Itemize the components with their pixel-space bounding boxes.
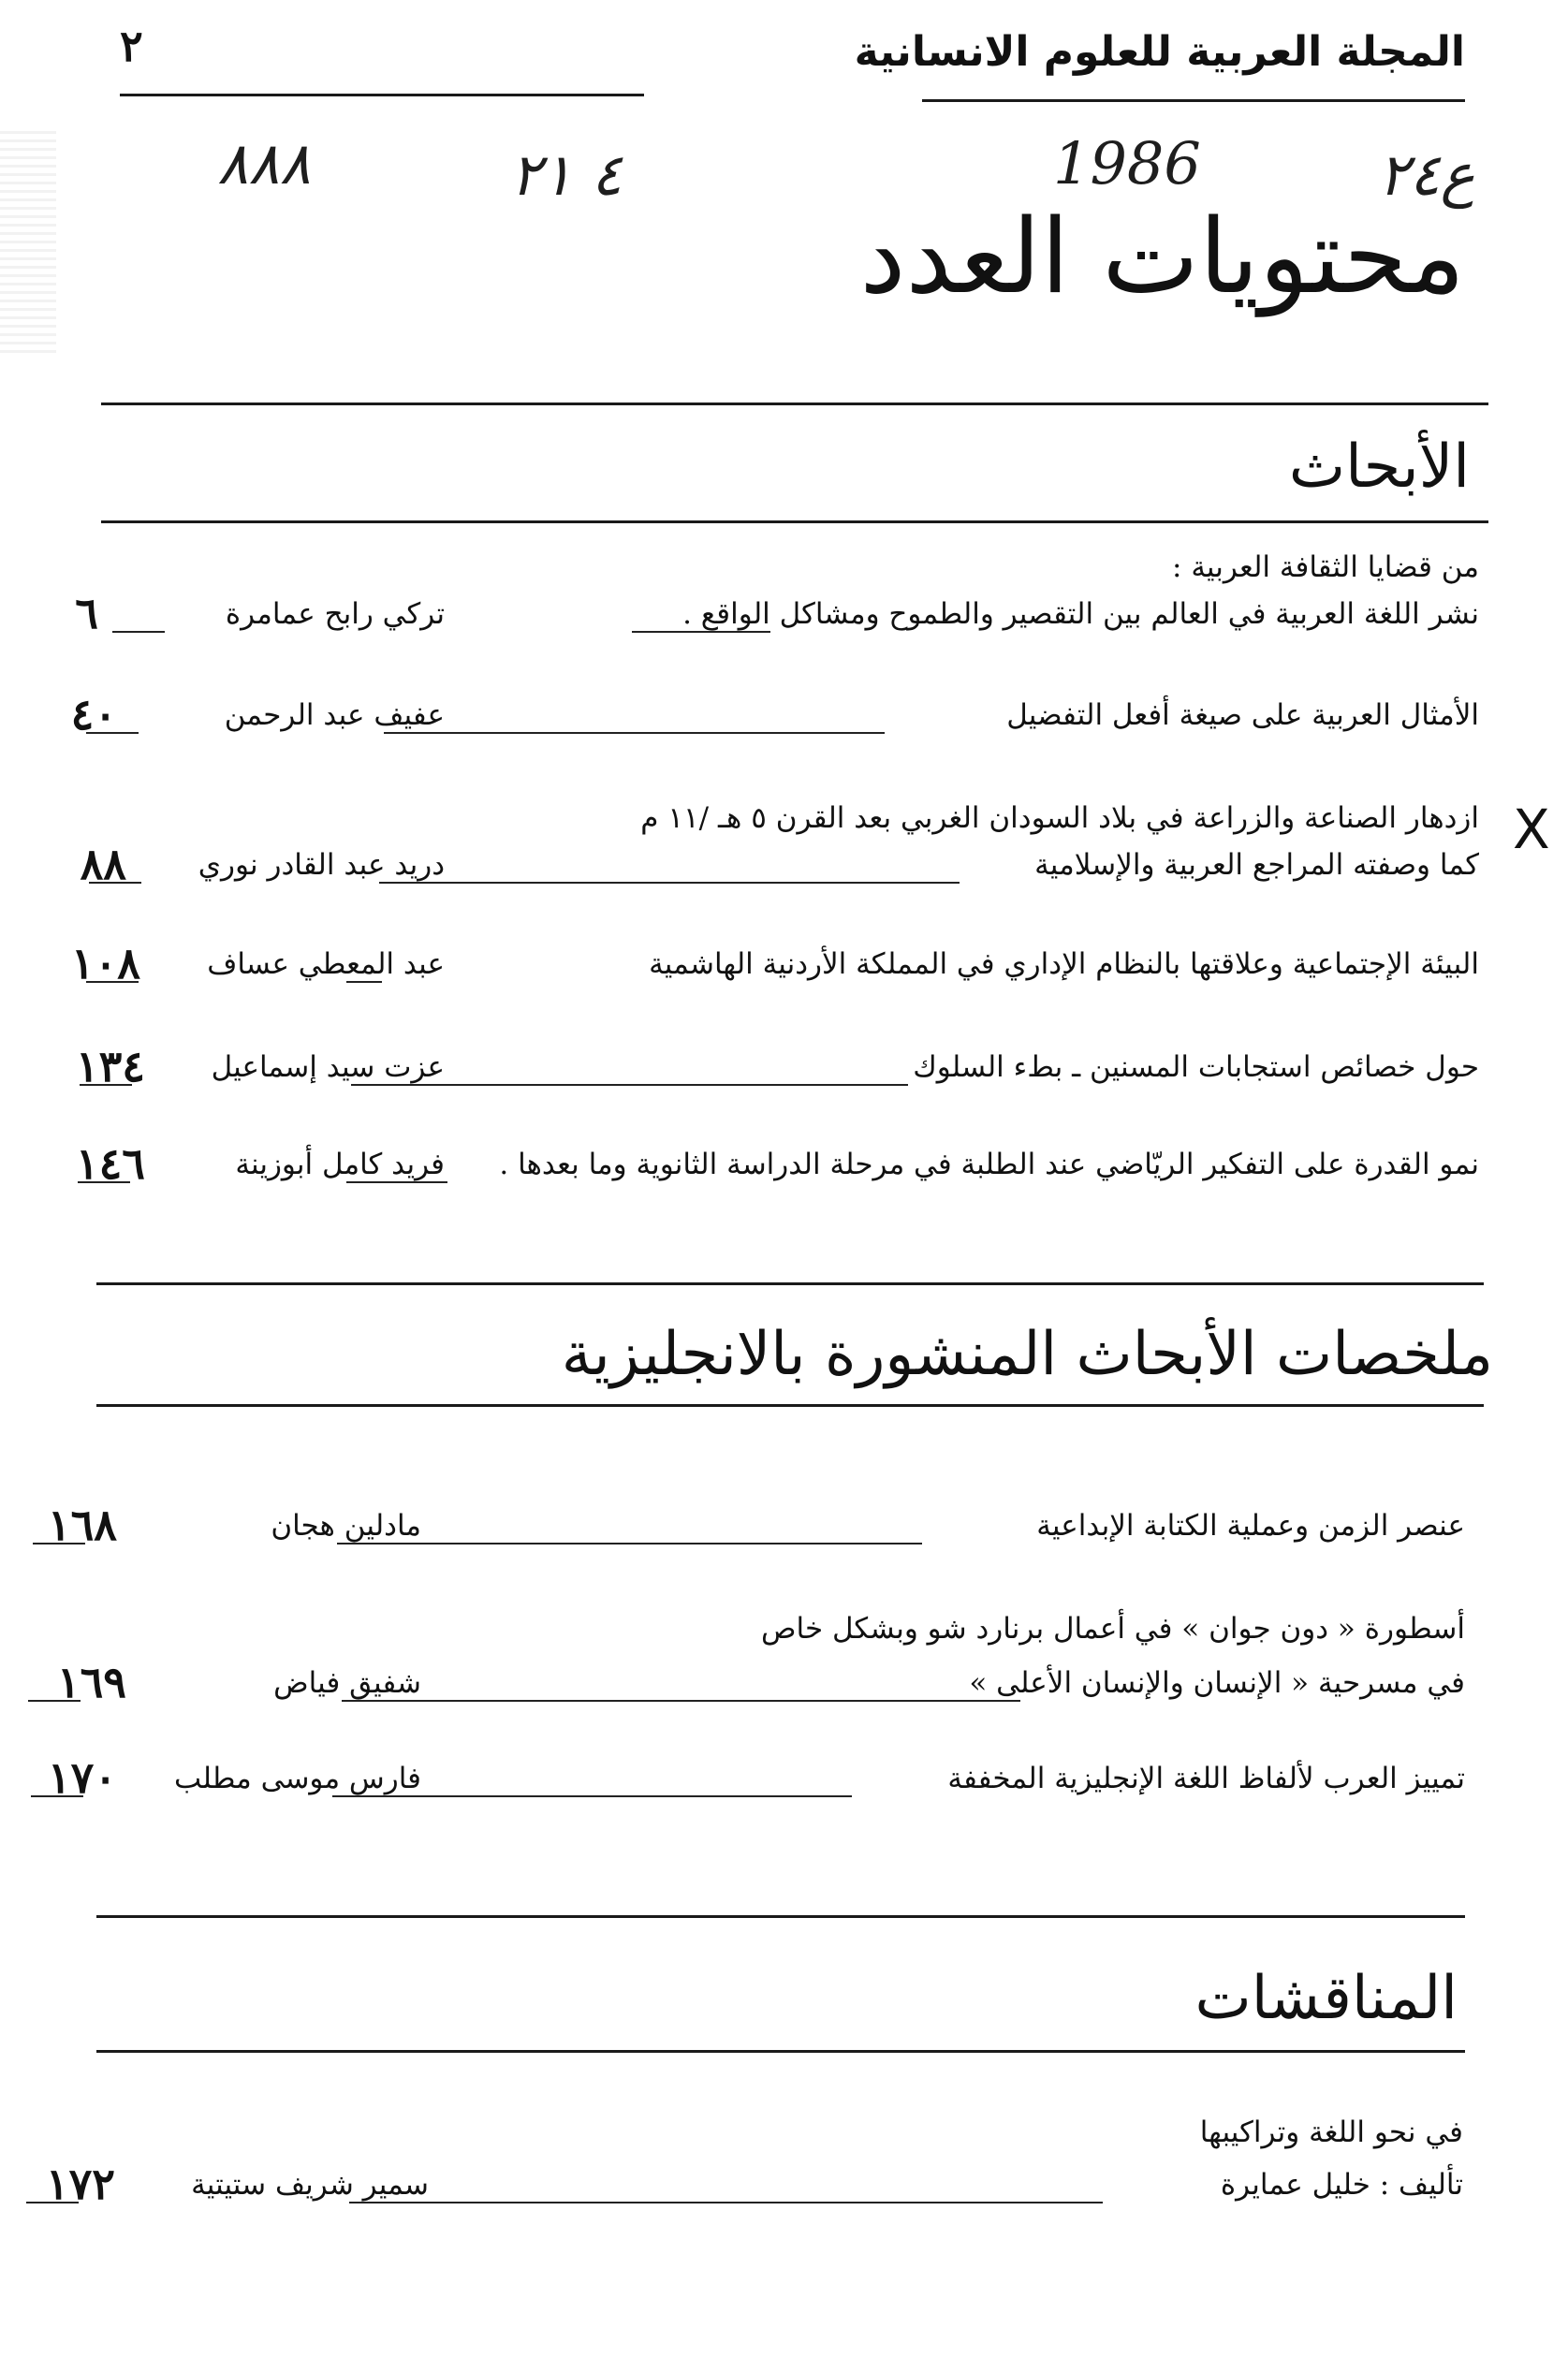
scan-artifact — [0, 131, 56, 356]
entry-author: تركي رابح عمامرة — [225, 597, 445, 631]
entry-author: فارس موسى مطلب — [174, 1762, 421, 1795]
entry-title: نشر اللغة العربية في العالم بين التقصير والطموح ومشاكل الواقع . — [682, 597, 1479, 631]
entry-title: البيئة الإجتماعية وعلاقتها بالنظام الإداري في المملكة الأردنية الهاشمية — [649, 947, 1479, 981]
leader-line — [632, 631, 770, 633]
header-rule-right — [922, 99, 1465, 102]
leader-line — [351, 1084, 908, 1086]
entry-page: ١٧٠ — [47, 1752, 117, 1803]
entry-page: ٦ — [75, 588, 98, 638]
handwritten-ref-left: ۸۸۸ — [217, 129, 311, 198]
journal-name: المجلة العربية للعلوم الانسانية — [854, 28, 1465, 76]
entry-author: سمير شريف ستيتية — [191, 2168, 429, 2202]
entry-page: ٤٠ — [70, 689, 117, 739]
discussions-heading-rule — [96, 2050, 1465, 2053]
toc-entry[interactable] — [0, 1657, 1465, 1722]
entry-title: حول خصائص استجابات المسنين ـ بطء السلوك — [913, 1050, 1479, 1084]
entry-author: عفيف عبد الرحمن — [224, 698, 445, 732]
toc-entry[interactable] — [9, 938, 1479, 1003]
entry-author: عزت سيد إسماعيل — [211, 1050, 445, 1084]
toc-entry[interactable] — [0, 2159, 1463, 2224]
entry-title-line1: أسطورة « دون جوان » في أعمال برنارد شو وبشكل خاص — [761, 1612, 1465, 1646]
entry-title: تمييز العرب لألفاظ اللغة الإنجليزية المخففة — [947, 1762, 1465, 1795]
handwritten-year: 1986 — [1053, 129, 1201, 198]
research-intro: من قضايا الثقافة العربية : — [1172, 550, 1479, 584]
leader-line — [337, 1543, 922, 1544]
entry-page: ١٦٩ — [56, 1657, 126, 1707]
toc-entry[interactable] — [9, 1138, 1479, 1204]
entry-author: مادلين هجان — [271, 1509, 421, 1543]
handwritten-volume: ٤ ٢١ — [510, 140, 623, 209]
entry-title: كما وصفته المراجع العربية والإسلامية — [1034, 848, 1479, 882]
entry-author: فريد كامل أبوزينة — [235, 1148, 445, 1181]
toc-entry[interactable] — [0, 1752, 1465, 1818]
leader-line — [349, 2202, 1103, 2203]
section-heading-discussions: المناقشات — [1194, 1964, 1458, 2033]
entry-page: ١٣٤ — [75, 1041, 145, 1091]
section-heading-abstracts: ملخصات الأبحاث المنشورة بالانجليزية — [561, 1320, 1493, 1389]
entry-author: شفيق فياض — [273, 1666, 421, 1700]
leader-line — [379, 882, 960, 884]
page-title: محتويات العدد — [859, 197, 1465, 316]
abstracts-heading-rule — [96, 1404, 1484, 1407]
leader-line — [346, 981, 382, 983]
title-rule — [101, 403, 1488, 405]
discussions-intro: في نحو اللغة وتراكيبها — [1199, 2115, 1463, 2149]
entry-page: ١٦٨ — [47, 1500, 117, 1550]
margin-mark: X — [1513, 798, 1550, 861]
toc-entry[interactable] — [9, 839, 1479, 904]
leader-line — [342, 1700, 1020, 1702]
section-heading-research: الأبحاث — [1288, 432, 1470, 502]
entry-title: نمو القدرة على التفكير الريّاضي عند الطلبة في مرحلة الدراسة الثانوية وما بعدها . — [499, 1148, 1479, 1181]
toc-entry[interactable] — [0, 1500, 1465, 1565]
toc-entry[interactable] — [9, 1041, 1479, 1106]
entry-author: دريد عبد القادر نوري — [198, 848, 445, 882]
entry-page: ٨٨ — [80, 839, 126, 889]
leader-line — [346, 1181, 447, 1183]
toc-entry[interactable] — [9, 588, 1479, 653]
abstracts-top-rule — [96, 1282, 1484, 1285]
discussions-top-rule — [96, 1915, 1465, 1918]
entry-title: في مسرحية « الإنسان والإنسان الأعلى » — [969, 1666, 1465, 1700]
handwritten-ref-right: ع٢٤ — [1378, 140, 1475, 209]
header-rule-left — [120, 94, 644, 96]
entry-title-line1: ازدهار الصناعة والزراعة في بلاد السودان الغربي بعد القرن ٥ هـ /١١ م — [640, 801, 1479, 835]
leader-dash — [112, 631, 165, 633]
entry-page: ١٠٨ — [70, 938, 140, 988]
page-number: ٢ — [120, 21, 143, 71]
entry-author: عبد المعطي عساف — [207, 947, 445, 981]
entry-title: عنصر الزمن وعملية الكتابة الإبداعية — [1036, 1509, 1465, 1543]
toc-entry[interactable] — [9, 689, 1479, 754]
entry-title: الأمثال العربية على صيغة أفعل التفضيل — [1006, 698, 1479, 732]
entry-page: ١٤٦ — [75, 1138, 145, 1189]
entry-title: تأليف : خليل عمايرة — [1220, 2168, 1463, 2202]
leader-line — [332, 1795, 852, 1797]
research-heading-rule — [101, 520, 1488, 523]
entry-page: ١٧٢ — [45, 2159, 115, 2209]
leader-line — [384, 732, 885, 734]
